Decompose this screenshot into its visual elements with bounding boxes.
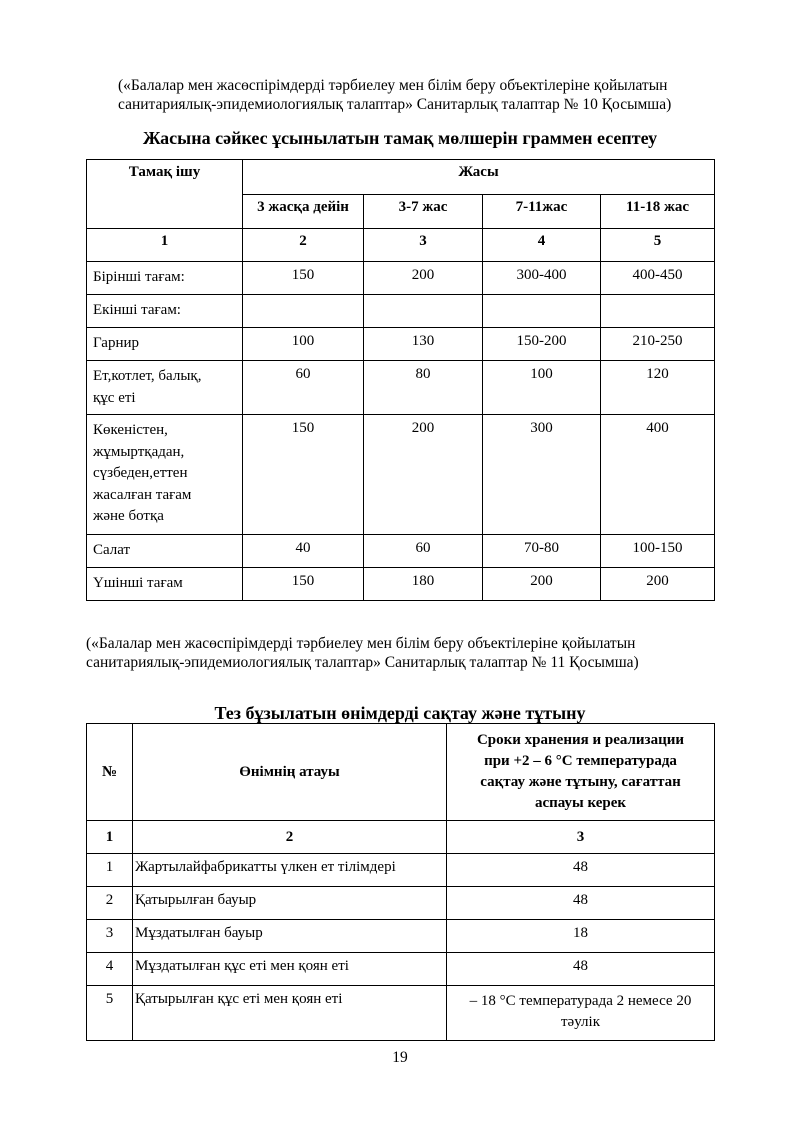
table-row — [87, 262, 715, 295]
header-storage-line: Сроки хранения и реализации — [476, 732, 685, 748]
table-row — [87, 328, 715, 361]
cell-value: 80 — [364, 361, 483, 415]
cell-value: 200 — [483, 568, 601, 601]
cell-value: 60 — [364, 535, 483, 568]
table-row — [87, 361, 715, 415]
cell-value: 100 — [243, 328, 364, 361]
row-number: 1 — [87, 854, 133, 887]
storage-value — [447, 986, 715, 1041]
cell-value: 210-250 — [601, 328, 715, 361]
storage-value: 48 — [447, 953, 715, 986]
cell-value — [483, 295, 601, 328]
table-row — [87, 295, 715, 328]
column-number: 1 — [87, 229, 243, 262]
cell-value: 200 — [601, 568, 715, 601]
row-label-line: құс еті — [93, 389, 136, 406]
row-label-line: сүзбеден,еттен — [93, 465, 188, 481]
header-number: № — [87, 724, 133, 821]
cell-value: 180 — [364, 568, 483, 601]
product-name: Қатырылған құс еті мен қоян еті — [133, 986, 447, 1041]
product-name: Қатырылған бауыр — [133, 887, 447, 920]
column-number: 5 — [601, 229, 715, 262]
row-label-line: Көкеністен, — [93, 422, 168, 438]
table-row — [87, 568, 715, 601]
storage-value: 18 — [447, 920, 715, 953]
cell-value: 40 — [243, 535, 364, 568]
column-number: 3 — [364, 229, 483, 262]
cell-value: 120 — [601, 361, 715, 415]
cell-value: 200 — [364, 415, 483, 535]
page-number: 19 — [392, 1049, 408, 1066]
header-age-group: 11-18 жас — [601, 195, 715, 229]
reference-note-line: («Балалар мен жасөспірімдерді тәрбиелеу мен білім беру объектілеріне қойылатын — [118, 77, 668, 94]
row-label — [87, 415, 243, 535]
table-row — [87, 535, 715, 568]
row-number: 5 — [87, 986, 133, 1041]
row-label: Гарнир — [87, 328, 243, 361]
row-label: Бірінші тағам: — [87, 262, 243, 295]
row-label-line: Ет,котлет, балық, — [93, 368, 202, 384]
reference-note-1 — [118, 76, 758, 114]
reference-note-line: санитариялық-эпидемиологиялық талаптар» Санитарлық талаптар № 11 Қосымша) — [86, 654, 639, 671]
cell-value — [601, 295, 715, 328]
reference-note-2 — [86, 634, 766, 672]
cell-value: 60 — [243, 361, 364, 415]
storage-value: 48 — [447, 854, 715, 887]
row-label — [87, 361, 243, 415]
header-storage-line: при +2 – 6 °С температурада — [484, 753, 677, 769]
row-label-line: жұмыртқадан, — [93, 443, 185, 460]
column-number: 2 — [243, 229, 364, 262]
storage-value-line: – 18 °С температурада 2 немесе 20 — [469, 993, 692, 1009]
header-storage-line: аспауы керек — [534, 795, 627, 811]
row-label: Салат — [87, 535, 243, 568]
cell-value: 70-80 — [483, 535, 601, 568]
column-number: 2 — [133, 821, 447, 854]
row-number: 2 — [87, 887, 133, 920]
table-row — [87, 986, 715, 1041]
cell-value: 300-400 — [483, 262, 601, 295]
header-age: Жасы — [243, 160, 715, 195]
table-2-title: Тез бұзылатын өнімдерді сақтау және тұтыну — [214, 703, 586, 723]
table-row — [87, 920, 715, 953]
cell-value: 150 — [243, 415, 364, 535]
row-number: 4 — [87, 953, 133, 986]
food-portion-table — [86, 159, 715, 601]
cell-value: 130 — [364, 328, 483, 361]
header-food: Тамақ ішу — [87, 160, 243, 229]
column-number: 3 — [447, 821, 715, 854]
perishable-storage-table — [86, 723, 715, 1041]
cell-value: 100-150 — [601, 535, 715, 568]
cell-value: 150-200 — [483, 328, 601, 361]
header-storage — [447, 724, 715, 821]
header-age-group: 7-11жас — [483, 195, 601, 229]
table-row — [87, 887, 715, 920]
row-label: Екінші тағам: — [87, 295, 243, 328]
header-storage-line: сақтау және тұтыну, сағаттан — [480, 774, 681, 790]
table-1-title: Жасына сәйкес ұсынылатын тамақ мөлшерін граммен есептеу — [142, 128, 658, 148]
table-row — [87, 854, 715, 887]
header-age-group: 3-7 жас — [364, 195, 483, 229]
table-row — [87, 953, 715, 986]
cell-value: 100 — [483, 361, 601, 415]
product-name: Мұздатылған құс еті мен қоян еті — [133, 953, 447, 986]
column-number: 1 — [87, 821, 133, 854]
row-number: 3 — [87, 920, 133, 953]
cell-value: 300 — [483, 415, 601, 535]
column-number: 4 — [483, 229, 601, 262]
header-product-name: Өнімнің атауы — [133, 724, 447, 821]
row-label: Үшінші тағам — [87, 568, 243, 601]
header-age-group: 3 жасқа дейін — [243, 195, 364, 229]
cell-value: 150 — [243, 262, 364, 295]
reference-note-line: («Балалар мен жасөспірімдерді тәрбиелеу мен білім беру объектілеріне қойылатын — [86, 635, 636, 652]
cell-value: 400-450 — [601, 262, 715, 295]
storage-value: 48 — [447, 887, 715, 920]
storage-value-line: тәулік — [561, 1014, 600, 1030]
row-label-line: және ботқа — [93, 508, 164, 524]
product-name: Мұздатылған бауыр — [133, 920, 447, 953]
cell-value — [364, 295, 483, 328]
cell-value: 400 — [601, 415, 715, 535]
product-name: Жартылайфабрикатты үлкен ет тілімдері — [133, 854, 447, 887]
cell-value: 150 — [243, 568, 364, 601]
cell-value: 200 — [364, 262, 483, 295]
cell-value — [243, 295, 364, 328]
row-label-line: жасалған тағам — [93, 486, 192, 503]
table-row — [87, 415, 715, 535]
reference-note-line: санитариялық-эпидемиологиялық талаптар» Санитарлық талаптар № 10 Қосымша) — [118, 96, 672, 113]
